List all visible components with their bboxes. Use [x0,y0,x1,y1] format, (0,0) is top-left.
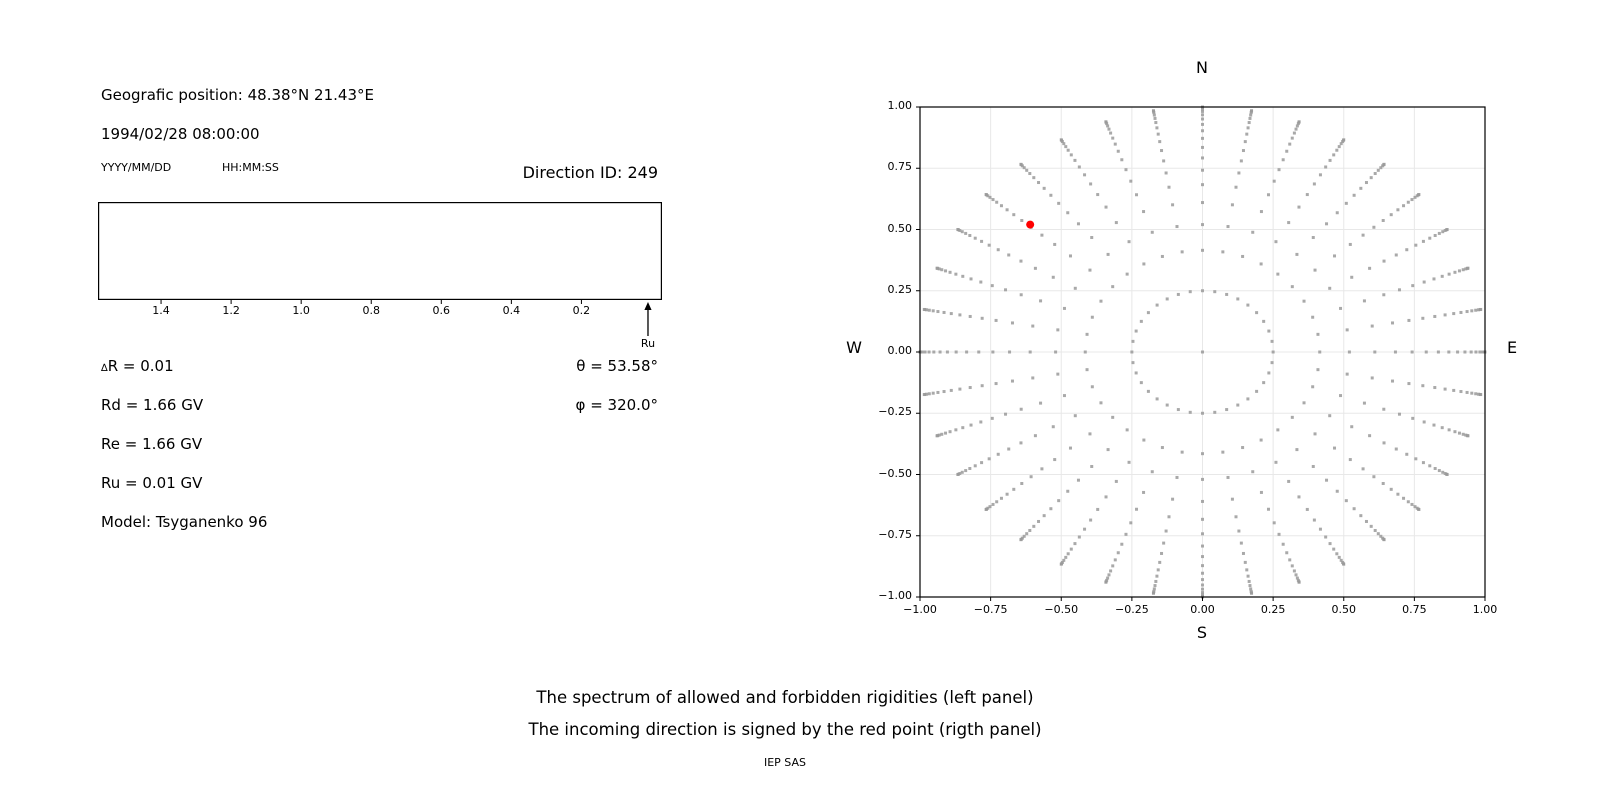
spectrum-x-tick-label: 0.2 [572,304,591,317]
delta-symbol: ∆ [101,363,108,374]
caption-line-2: The incoming direction is signed by the red point (rigth panel) [528,720,1042,739]
direction-id-label: Direction ID: 249 [522,163,658,182]
compass-south-label: S [1196,623,1208,642]
dir-x-tick-label: −0.25 [1115,603,1149,616]
credit-label: IEP SAS [763,756,807,769]
dir-x-tick-label: 0.50 [1331,603,1356,616]
direction-grid-plot [898,95,1523,615]
dir-y-tick-label: 0.00 [887,344,912,357]
spectrum-x-tick-label: 1.2 [222,304,240,317]
model-label: Model: Tsyganenko 96 [101,513,268,531]
geographic-position-label: Geografic position: 48.38°N 21.43°E [101,86,374,104]
dir-y-tick-label: −1.00 [878,589,912,602]
dir-y-tick-label: −0.25 [878,405,912,419]
dir-y-tick-label: 1.00 [887,99,912,112]
time-format-label: HH:MM:SS [222,161,279,174]
datetime-label: 1994/02/28 08:00:00 [101,125,260,143]
rigidity-spectrum-plot [98,202,678,352]
dir-y-tick-label: 0.25 [887,282,912,296]
incoming-direction-red-point [1026,221,1034,229]
dir-x-tick-label: 0.75 [1402,603,1427,616]
dir-y-tick-label: 0.50 [887,221,912,235]
spectrum-x-tick-label: 0.8 [362,304,380,317]
theta-value: θ = 53.58° [576,357,658,375]
delta-r-value: ∆R = 0.01 [101,357,174,375]
dir-y-tick-label: −0.75 [878,527,912,541]
compass-north-label: N [1196,58,1208,77]
rd-value: Rd = 1.66 GV [101,396,204,414]
caption-line-1: The spectrum of allowed and forbidden rigidities (left panel) [536,688,1034,707]
spectrum-x-tick-label: 0.4 [502,304,521,317]
spectrum-x-tick-label: 1.0 [292,304,310,317]
ru-value: Ru = 0.01 GV [101,474,203,492]
dir-x-tick-label: −0.75 [973,603,1008,616]
dir-y-tick-label: 0.75 [887,160,912,174]
dir-x-tick-label: −0.50 [1044,603,1079,616]
compass-east-label: E [1506,338,1518,357]
dir-y-tick-label: −0.50 [878,466,912,480]
spectrum-x-tick-label: 0.6 [432,304,451,317]
ru-arrow-label: Ru [640,337,656,350]
compass-west-label: W [846,338,862,357]
dir-x-tick-label: 1.00 [1472,603,1498,616]
date-format-label: YYYY/MM/DD [101,161,172,174]
re-value: Re = 1.66 GV [101,435,203,453]
dir-x-tick-label: −1.00 [903,603,937,616]
phi-value: φ = 320.0° [575,396,658,414]
dir-x-tick-label: 0.00 [1190,603,1215,616]
spectrum-x-tick-label: 1.4 [152,304,170,317]
dir-x-tick-label: 0.25 [1260,603,1286,616]
